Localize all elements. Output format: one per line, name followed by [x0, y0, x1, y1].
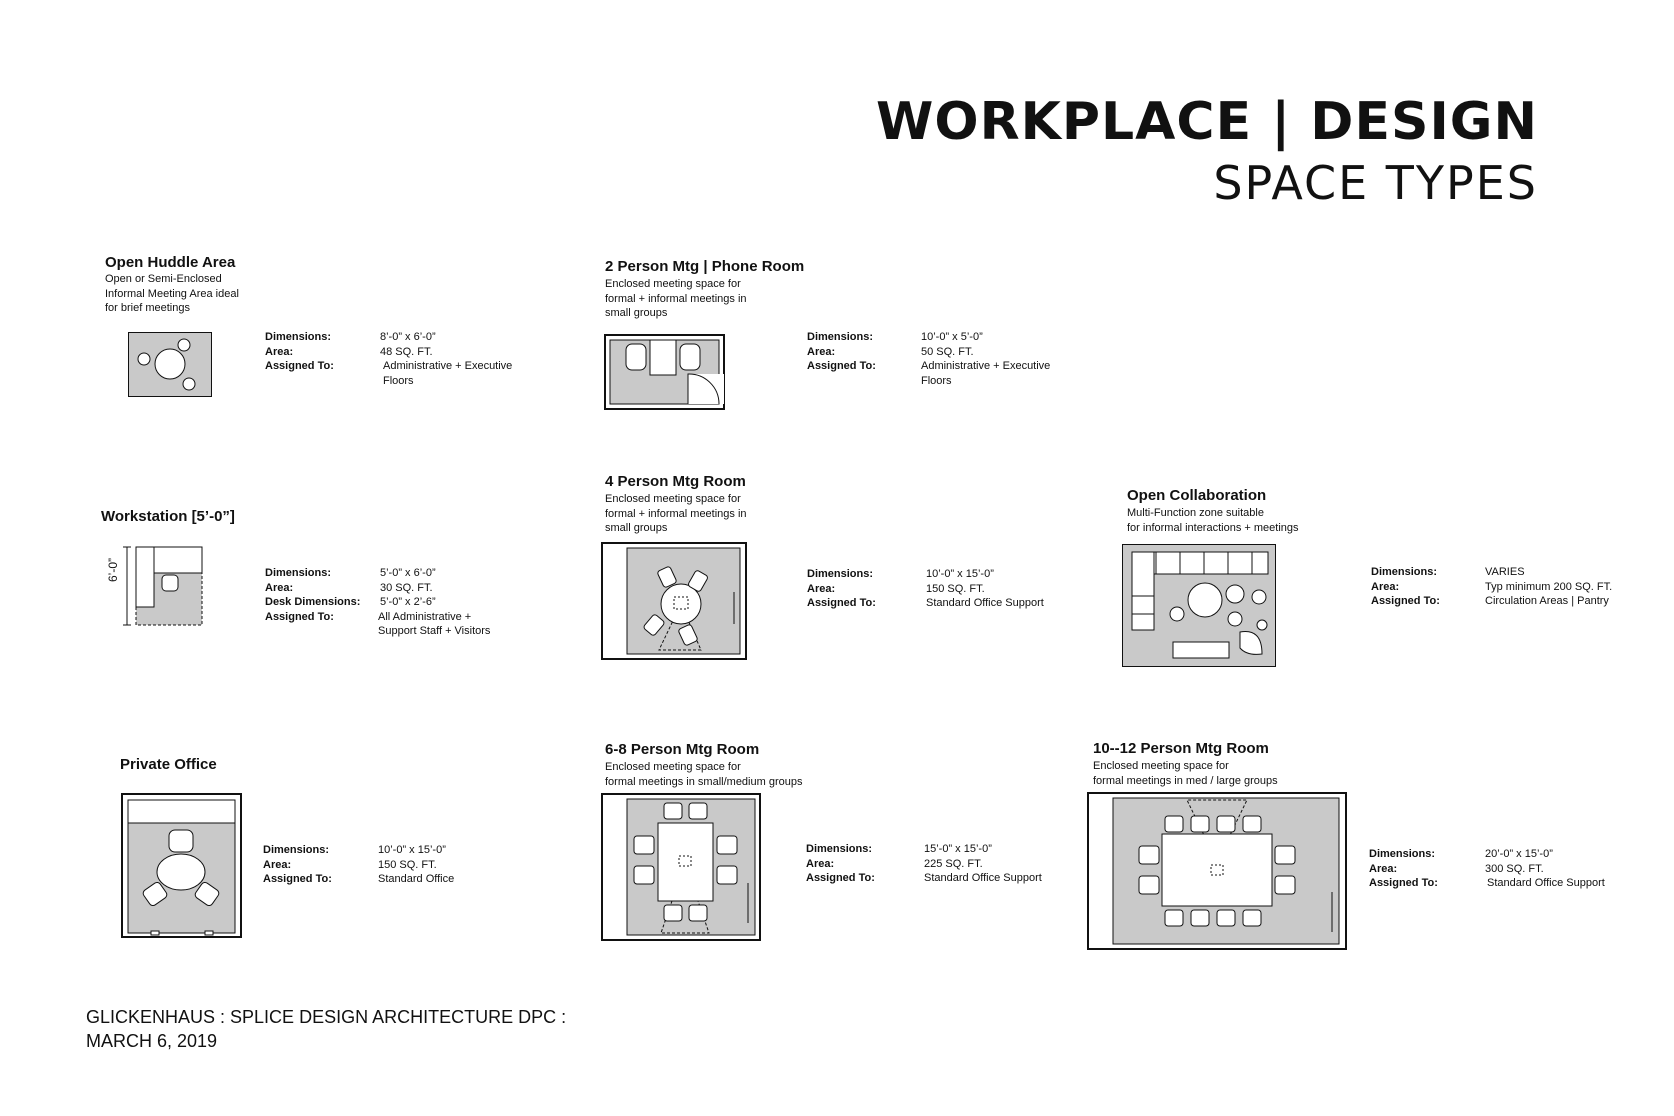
spec-value: 8’-0” x 6’-0” [380, 331, 436, 343]
spec-value: 225 SQ. FT. [924, 857, 983, 870]
space-title-10-12-person: 10--12 Person Mtg Room [1093, 740, 1269, 757]
private-office-plan [121, 793, 242, 938]
spec-label: Area: [1369, 862, 1398, 875]
spec-label: Assigned To: [1371, 595, 1440, 607]
spec-value: Typ minimum 200 SQ. FT. [1485, 580, 1613, 593]
spec-value: 10’-0” x 5’-0” [921, 331, 983, 343]
spec-value: 10’-0” x 15’-0” [926, 568, 994, 580]
specs-4-person [807, 567, 1044, 611]
footer-date: MARCH 6, 2019 [86, 1031, 218, 1051]
spec-value: 300 SQ. FT. [1485, 862, 1544, 875]
spec-value: 15’-0” x 15’-0” [924, 843, 992, 855]
spec-label: Dimensions: [1371, 566, 1438, 578]
spec-value: 5’-0” x 6’-0” [380, 567, 436, 579]
spec-label: Dimensions: [263, 844, 330, 856]
specs-private-office [263, 843, 454, 887]
spec-label: Dimensions: [806, 843, 873, 855]
space-desc-2-person: Enclosed meeting space for formal + informal meetings in small groups [605, 278, 747, 319]
spec-label: Area: [263, 858, 292, 871]
specs-workstation [265, 566, 490, 639]
spec-label: Dimensions: [265, 331, 332, 343]
spec-label: Assigned To: [807, 360, 876, 372]
spec-label: Dimensions: [807, 331, 874, 343]
spec-value: Standard Office Support [924, 872, 1042, 884]
specs-open-huddle [265, 330, 512, 388]
spec-label: Assigned To: [265, 360, 334, 372]
specs-10-12-person [1369, 847, 1605, 891]
spec-value: Standard Office Support [926, 597, 1044, 609]
spec-value: VARIES [1485, 566, 1525, 578]
page-title: WORKPLACE | DESIGN [876, 92, 1538, 152]
spec-value: Circulation Areas | Pantry [1485, 595, 1609, 607]
four-person-room-plan [601, 542, 747, 660]
spec-value: All Administrative + Support Staff + Visitors [378, 610, 491, 637]
spec-value: 10’-0” x 15’-0” [378, 844, 446, 856]
spec-value: Administrative + Executive Floors [921, 360, 1051, 387]
spec-label: Assigned To: [807, 597, 876, 609]
space-desc-open-collaboration: Multi-Function zone suitable for informal interactions + meetings [1127, 507, 1299, 534]
specs-open-collaboration [1371, 565, 1612, 609]
open-collaboration-plan [1122, 544, 1276, 668]
spec-value: 50 SQ. FT. [921, 345, 974, 358]
spec-value: Administrative + Executive Floors [383, 360, 513, 387]
space-title-4-person: 4 Person Mtg Room [605, 473, 746, 490]
spec-label: Area: [265, 581, 294, 594]
six-eight-person-room-plan [601, 793, 761, 941]
page-subtitle: SPACE TYPES [1213, 156, 1538, 210]
space-title-workstation: Workstation [5’-0”] [101, 508, 235, 525]
spec-label: Area: [1371, 580, 1400, 593]
space-desc-6-8-person: Enclosed meeting space for formal meetings in small/medium groups [605, 761, 803, 788]
spec-label: Dimensions: [1369, 848, 1436, 860]
spec-label: Assigned To: [806, 872, 875, 884]
spec-label: Area: [265, 345, 294, 358]
spec-label: Desk Dimensions: [265, 596, 361, 608]
spec-value: 5’-0” x 2’-6” [380, 596, 436, 608]
space-title-open-collaboration: Open Collaboration [1127, 487, 1267, 504]
spec-value: 48 SQ. FT. [380, 345, 433, 358]
space-title-private-office: Private Office [120, 756, 217, 773]
spec-label: Area: [807, 345, 836, 358]
spec-value: 150 SQ. FT. [926, 582, 985, 595]
spec-label: Assigned To: [1369, 877, 1438, 889]
spec-label: Area: [806, 857, 835, 870]
spec-label: Assigned To: [263, 873, 332, 885]
spec-value: 150 SQ. FT. [378, 858, 437, 871]
spec-label: Dimensions: [807, 568, 874, 580]
space-desc-10-12-person: Enclosed meeting space for formal meetings in med / large groups [1093, 760, 1278, 787]
spec-label: Assigned To: [265, 610, 334, 623]
open-huddle-plan [128, 332, 212, 398]
spec-value: 20’-0” x 15’-0” [1485, 848, 1553, 860]
specs-6-8-person [806, 842, 1042, 886]
space-desc-4-person: Enclosed meeting space for formal + informal meetings in small groups [605, 493, 747, 534]
spec-value: Standard Office [378, 873, 455, 885]
footer [86, 1005, 566, 1053]
spec-label: Dimensions: [265, 567, 332, 579]
space-title-2-person: 2 Person Mtg | Phone Room [605, 258, 805, 275]
two-person-room-plan [604, 334, 726, 411]
spec-label: Area: [807, 582, 836, 595]
ten-twelve-person-room-plan [1087, 792, 1347, 950]
space-title-open-huddle: Open Huddle Area [105, 254, 236, 271]
footer-firm: GLICKENHAUS : SPLICE DESIGN ARCHITECTURE DPC : [86, 1007, 567, 1027]
space-desc-open-huddle: Open or Semi-Enclosed Informal Meeting Area ideal for brief meetings [105, 273, 239, 314]
space-title-6-8-person: 6-8 Person Mtg Room [605, 741, 760, 758]
workstation-dimension-label: 6’-0” [106, 557, 120, 582]
spec-value: Standard Office Support [1487, 877, 1605, 889]
spec-value: 30 SQ. FT. [380, 581, 433, 594]
specs-2-person [807, 330, 1050, 388]
